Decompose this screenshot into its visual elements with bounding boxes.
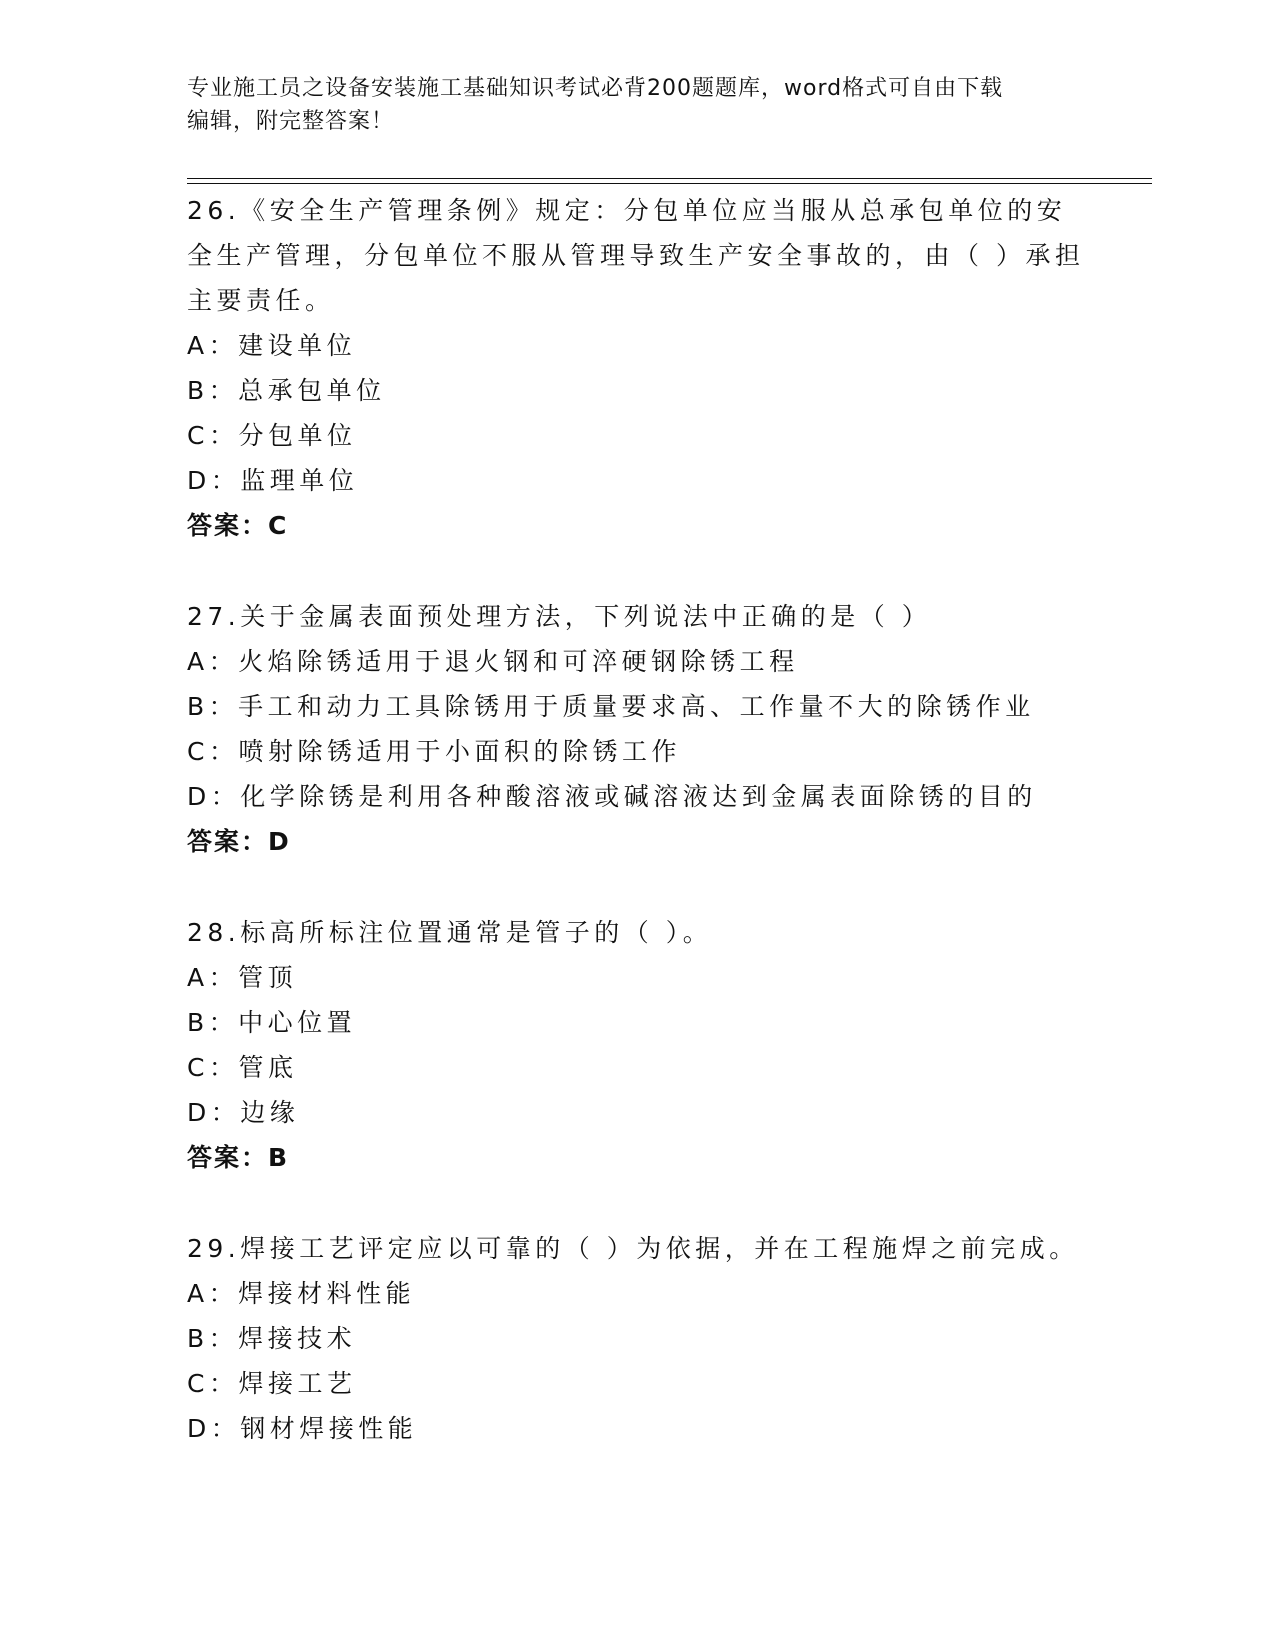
option-b: B：总承包单位 [187, 376, 386, 405]
answer: 答案：D [187, 827, 291, 856]
option-a: A：焊接材料性能 [187, 1279, 416, 1308]
option-a: A：管顶 [187, 963, 298, 992]
question-27 [187, 594, 1087, 864]
document-header [187, 72, 1087, 138]
option-c: C：焊接工艺 [187, 1369, 357, 1398]
question-26 [187, 188, 1087, 548]
question-list [187, 188, 1087, 1497]
option-a: A：火焰除锈适用于退火钢和可淬硬钢除锈工程 [187, 647, 799, 676]
option-d: D：边缘 [187, 1098, 300, 1127]
option-b: B：中心位置 [187, 1008, 357, 1037]
question-28 [187, 910, 1087, 1180]
option-d: D：化学除锈是利用各种酸溶液或碱溶液达到金属表面除锈的目的 [187, 782, 1037, 811]
question-stem: 29.焊接工艺评定应以可靠的（ ）为依据，并在工程施焊之前完成。 [187, 1234, 1079, 1263]
header-line-2: 编辑，附完整答案！ [187, 109, 395, 134]
answer: 答案：C [187, 511, 289, 540]
question-stem: 27.关于金属表面预处理方法，下列说法中正确的是（ ） [187, 602, 932, 631]
option-d: D：监理单位 [187, 466, 359, 495]
answer: 答案：B [187, 1143, 290, 1172]
option-c: C：管底 [187, 1053, 298, 1082]
header-divider-bottom [187, 183, 1152, 184]
option-d: D：钢材焊接性能 [187, 1414, 418, 1443]
question-stem: 28.标高所标注位置通常是管子的（ ）。 [187, 918, 713, 947]
header-divider-top [187, 178, 1152, 179]
option-c: C：分包单位 [187, 421, 357, 450]
question-stem: 26.《安全生产管理条例》规定：分包单位应当服从总承包单位的安全生产管理，分包单位不服从管理导致生产安全事故的，由（ ）承担主要责任。 [187, 196, 1085, 315]
option-a: A：建设单位 [187, 331, 357, 360]
option-c: C：喷射除锈适用于小面积的除锈工作 [187, 737, 681, 766]
option-b: B：手工和动力工具除锈用于质量要求高、工作量不大的除锈作业 [187, 692, 1035, 721]
option-b: B：焊接技术 [187, 1324, 357, 1353]
header-line-1: 专业施工员之设备安装施工基础知识考试必背200题题库，word格式可自由下载 [187, 76, 1004, 101]
question-29 [187, 1226, 1087, 1451]
